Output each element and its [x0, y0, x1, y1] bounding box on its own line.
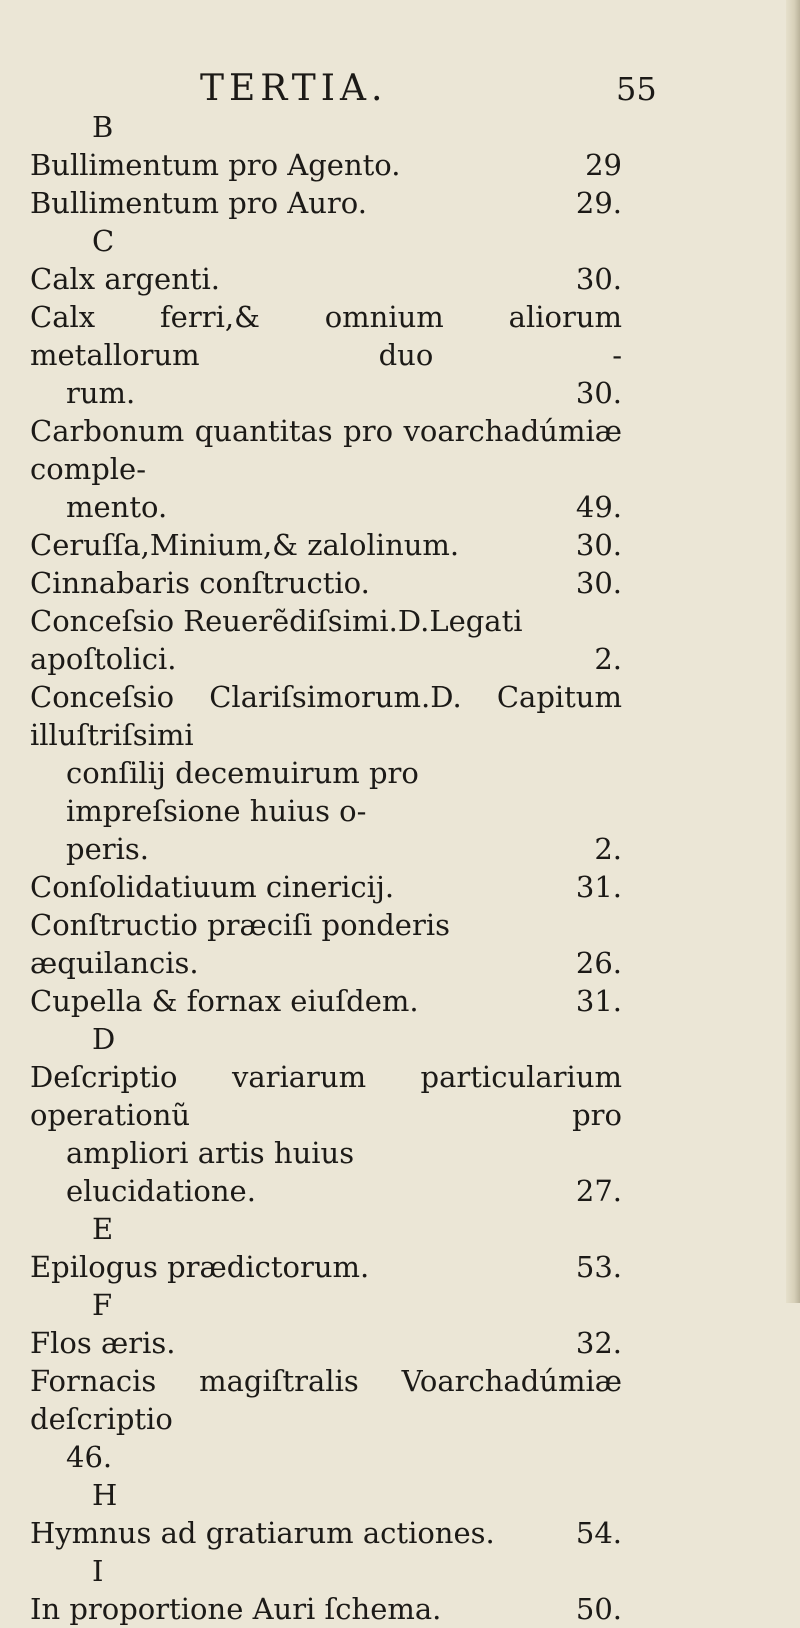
page-header	[0, 64, 800, 114]
index-entry	[30, 906, 622, 982]
entry-text: Deſcriptio variarum particularium operationũ pro	[30, 1060, 622, 1132]
entry-text: Epilogus prædictorum.	[30, 1250, 370, 1284]
entry-page-number: 26.	[575, 946, 622, 980]
index-entry	[30, 1590, 622, 1628]
index-list	[30, 108, 622, 1628]
index-entry	[30, 412, 622, 526]
entry-page-number: 29	[585, 148, 622, 182]
index-entry	[30, 1248, 622, 1286]
index-entry	[30, 564, 622, 602]
running-title: TERTIA.	[200, 68, 388, 109]
index-entry	[30, 982, 622, 1020]
page-edge	[786, 0, 800, 1303]
entry-text: Calx argenti.	[30, 262, 221, 296]
entry-text: Calx ferri,& omnium aliorum metallorum duo -	[30, 300, 622, 372]
index-entry	[30, 526, 622, 564]
entry-page-number: 30.	[575, 262, 622, 296]
index-entry	[30, 146, 622, 184]
entry-continuation: conſilij decemuirum pro impreſsione huius o-	[66, 756, 419, 828]
entry-text: Conceſsio Reuerẽdiſsimi.D.Legati apoſtolici.	[30, 604, 523, 676]
entry-page-number: 2.	[594, 832, 622, 866]
entry-continuation: mento.	[66, 490, 168, 524]
entry-text: Ceruſſa,Minium,& zalolinum.	[30, 528, 460, 562]
section-letter: H	[92, 1478, 118, 1512]
entry-page-number: 30.	[575, 376, 622, 410]
index-entry	[30, 1362, 622, 1476]
entry-text: Hymnus ad gratiarum actiones.	[30, 1516, 495, 1550]
section-letter: I	[92, 1554, 104, 1588]
entry-text: Fornacis magiſtralis Voarchadúmiæ deſcriptio	[30, 1364, 622, 1436]
entry-page-number: 31.	[575, 984, 622, 1018]
entry-text: Conſolidatiuum cinericij.	[30, 870, 395, 904]
index-entry	[30, 1324, 622, 1362]
entry-text: Carbonum quantitas pro voarchadúmiæ comple-	[30, 414, 622, 486]
entry-continuation: ampliori artis huius elucidatione.	[66, 1136, 355, 1208]
index-entry	[30, 678, 622, 868]
entry-text: Bullimentum pro Agento.	[30, 148, 401, 182]
index-entry	[30, 1058, 622, 1210]
index-entry	[30, 184, 622, 222]
entry-continuation: 46.	[66, 1440, 113, 1474]
entry-text: In proportione Auri ſchema.	[30, 1592, 442, 1626]
page-number: 55	[616, 70, 657, 108]
section-letter: E	[92, 1212, 114, 1246]
entry-text: Conſtructio præciſi ponderis æquilancis.	[30, 908, 450, 980]
entry-text: Bullimentum pro Auro.	[30, 186, 367, 220]
entry-page-number: 30.	[575, 566, 622, 600]
index-entry	[30, 602, 622, 678]
entry-page-number: 30.	[575, 528, 622, 562]
entry-page-number: 29.	[575, 186, 622, 220]
entry-page-number: 54.	[575, 1516, 622, 1550]
entry-page-number: 49.	[575, 490, 622, 524]
entry-text: Flos æris.	[30, 1326, 176, 1360]
entry-continuation: rum.	[66, 376, 136, 410]
entry-continuation: peris.	[66, 832, 149, 866]
section-letter: F	[92, 1288, 113, 1322]
section-letter: D	[92, 1022, 116, 1056]
entry-page-number: 50.	[575, 1592, 622, 1626]
section-letter: B	[92, 110, 114, 144]
index-entry	[30, 868, 622, 906]
entry-text: Cupella & fornax eiuſdem.	[30, 984, 419, 1018]
index-entry	[30, 1514, 622, 1552]
entry-page-number: 53.	[575, 1250, 622, 1284]
entry-text: Cinnabaris conſtructio.	[30, 566, 370, 600]
entry-page-number: 2.	[594, 642, 622, 676]
entry-page-number: 31.	[575, 870, 622, 904]
entry-page-number: 27.	[575, 1174, 622, 1208]
section-letter: C	[92, 224, 115, 258]
index-entry	[30, 298, 622, 412]
entry-text: Conceſsio Clariſsimorum.D. Capitum illuſtriſsimi	[30, 680, 622, 752]
index-entry	[30, 260, 622, 298]
entry-page-number: 32.	[575, 1326, 622, 1360]
